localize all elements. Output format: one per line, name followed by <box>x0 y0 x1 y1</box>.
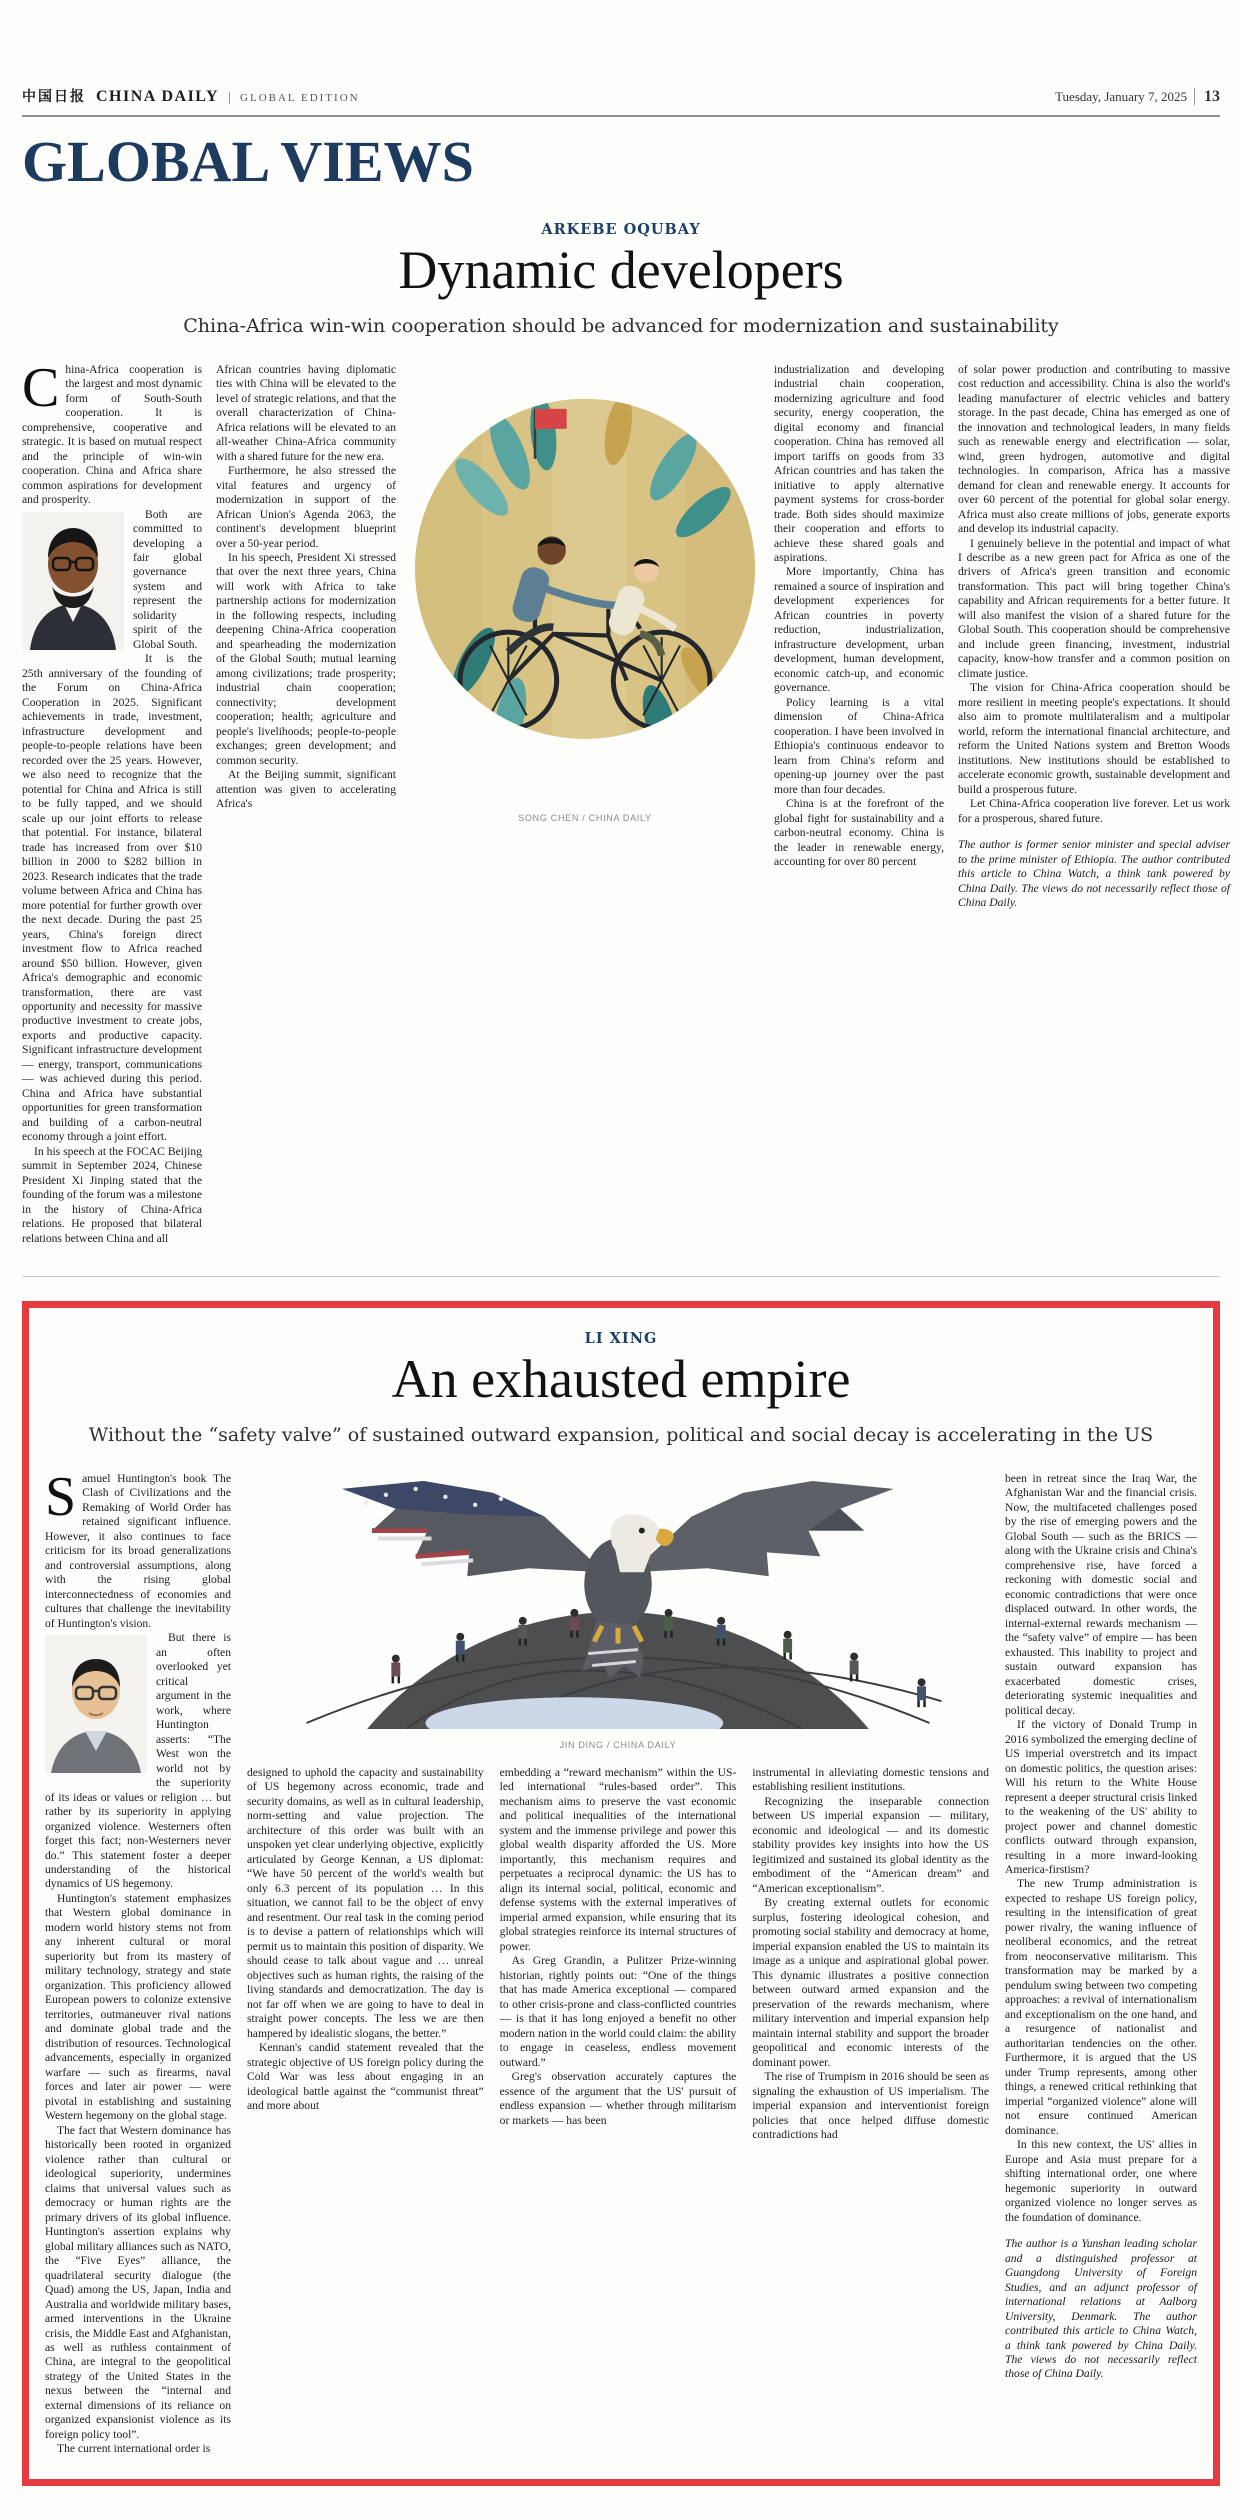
article1-headline: Dynamic developers <box>398 240 844 300</box>
paragraph: China-Africa cooperation is the largest and most dynamic form of South-South cooperation. It is comprehensive, cooperative and strategic. It is based on mutual respect and the principle of win-win cooperation. China and Africa share common aspirations for development and prosperity. <box>22 356 202 507</box>
paragraph: China is at the forefront of the global fight for sustainability and a carbon-neutral economy. China is the leader in renewable energy, accounting for over 80 percent <box>774 797 944 869</box>
article2-illustration-credit: JIN DING / CHINA DAILY <box>559 1739 677 1750</box>
article2-column-2 <box>247 1766 484 2143</box>
article2-column-5-text <box>1005 1472 1197 2225</box>
paragraph: instrumental in alleviating domestic tensions and establishing resilient institutions. <box>752 1765 989 1794</box>
article2-middle-columns <box>247 1766 989 2143</box>
article1-column-3 <box>774 363 944 1247</box>
article2-headline: An exhausted empire <box>391 1349 851 1410</box>
paragraph: Huntington's statement emphasizes that Western global dominance in modern world history stems not from any inherent cultural or moral superiority but from its mastery of military technology, strategy and state organization. This proficiency allowed European powers to colonize extensive territories, outmaneuver rival nations and dominate global trade and the distribution of resources. Technological advancements, especially in organized warfare — such as firearms, naval forces and later air power — were pivotal in establishing and sustaining Western hegemony on the global stage. <box>45 1891 231 2123</box>
paragraph: Samuel Huntington's book The Clash of Civilizations and the Remaking of World Order has retained significant influence. However, it also continues to face criticism for its broad generalizations and controversial assumptions, along with the rising global interconnectedness of economies and cultures that challenge the inevitability of Huntington's vision. <box>45 1465 231 1630</box>
article2-byline: LI XING <box>584 1330 658 1348</box>
article-dynamic-developers <box>0 221 1242 1246</box>
paragraph: The rise of Trumpism in 2016 should be seen as signaling the exhaustion of US imperialism. The imperial expansion and interventionist foreign policies that once helped diffuse domestic contradictions had <box>752 2070 989 2142</box>
article1-column-4-text <box>958 363 1230 827</box>
article-an-exhausted-empire <box>22 1301 1220 2486</box>
page-header <box>0 86 1242 106</box>
paragraph: In this new context, the US' allies in Europe and Asia must prepare for a shifting international order, one where hegemonic superiority in outward organized violence no longer serves as the foundation of dominance. <box>1005 2138 1197 2224</box>
paragraph: At the Beijing summit, significant attention was given to accelerating Africa's <box>216 768 396 811</box>
article2-column-4 <box>752 1766 989 2143</box>
paragraph: The fact that Western dominance has historically been rooted in organized violence rather than cultural or ideological superiority, undermines claims that universal values such as democracy or human rights are the primary drivers of its global influence. Huntington's assertion explains why global military alliances such as NATO, the “Five Eyes” alliance, the quadrilateral security dialogue (the Quad) among the US, Japan, India and Australia and worldwide military bases, armed interventions in the Ukraine crisis, the Middle East and Afghanistan, as well as ruthless containment of China, are integral to the geopolitical strategy of the United States in the nexus between the “internal and external dimensions of its reliance on organized expansionist violence as its foreign policy tool”. <box>45 2123 231 2441</box>
masthead-rule <box>22 115 1220 117</box>
paragraph: It is the 25th anniversary of the founding of the Forum on China-Africa Cooperation in 2025. Significant achievements in trade, investment, infrastructure development and people-to-people relations have been recorded over the 25 years. However, we also need to recognize that the potential for China and Africa is still to be fully tapped, and we should scale up our joint efforts to release that potential. For instance, bilateral trade has increased from over $10 billion in 2000 to $282 billion in 2023. Research indicates that the trade volume between Africa and China has more potential for further growth over the next decade. During the past 25 years, China's foreign direct investment flow to Africa reached around $50 billion. However, given Africa's demographic and economic transformation, there are vast opportunity and necessity for massive productive investment to create jobs, exports and productive capacity. Significant infrastructure development — energy, transport, communications — was achieved during this period. China and Africa have substantial opportunities for green transformation and building of a carbon-neutral economy through a joint effort. <box>22 652 202 1144</box>
paragraph: designed to uphold the capacity and sustainability of US hegemony across economic, trade and security domains, as well as in cultural leadership, norm-setting and value projection. The architecture of this order was built with an unspoken yet clear underlying objective, explicitly articulated by George Kennan, a US diplomat: “We have 50 percent of the world's wealth but only 6.3 percent of its population … In this situation, we cannot fail to be the object of envy and resentment. Our real task in the coming period is to devise a pattern of relationships which will permit us to maintain this position of disparity. We should cease to talk about vague and … unreal objectives such as human rights, the raising of the living standards and democratization. The day is not far off when we are going to have to deal in straight power concepts. The less we are then hampered by idealistic slogans, the better.” <box>247 1765 484 2040</box>
paragraph: African countries having diplomatic ties with China will be elevated to the level of strategic relations, and that the overall characterization of China-Africa relations will be elevated to an all-weather China-Africa community with a shared future for the new era. <box>216 362 396 463</box>
eagle <box>342 1481 894 1679</box>
paragraph: In his speech, President Xi stressed that over the next three years, China will work with Africa to take partnership actions for modernization in the following respects, including deepening China-Africa cooperation and spearheading the modernization of the Global South; mutual learning among civilizations; trade prosperity; industrial chain cooperation; connectivity; development cooperation; health; agriculture and people's livelihoods; people-to-people exchanges; green development; and common security. <box>216 550 396 767</box>
article1-body <box>0 356 1242 1247</box>
paragraph: been in retreat since the Iraq War, the Afghanistan War and the financial crisis. Now, the multifaceted challenges posed by the rise of emerging powers and the Global South — such as the BRICS — along with the Ukraine crisis and China's comprehensive rise, have forced a reckoning with domestic social and economic contradictions that were once displaced outward. In other words, the internal-external rewards mechanism — the “safety valve” of empire — has been exhausted. This inability to project and sustain outward expansion has exacerbated domestic crises, deteriorating systemic inequalities and political decay. <box>1005 1471 1197 1717</box>
article1-author-bio: The author is former senior minister and special adviser to the prime minister of Ethiopia. The author contributed this article to China Watch, a think tank powered by China Daily. The views do not necessarily reflect those of China Daily. <box>958 838 1230 910</box>
article2-subtitle: Without the “safety valve” of sustained outward expansion, political and social decay is accelerating in the US <box>88 1423 1154 1446</box>
issue-date: Tuesday, January 7, 2025 <box>1055 89 1187 104</box>
article2-illustration-figure <box>247 1472 989 1750</box>
paragraph: As Greg Grandin, a Pulitzer Prize-winning historian, rightly points out: “One of the things that has made America exceptional — compared to other crisis-prone and class-conflicted countries — is that it has long enjoyed a benefit no other modern nation in the world could claim: the ability to engage in ceaseless, endless movement outward.” <box>499 1954 737 2069</box>
paragraph: Let China-Africa cooperation live forever. Let us work for a prosperous, shared future. <box>958 797 1230 825</box>
paragraph: Kennan's candid statement revealed that the strategic objective of US foreign policy during the Cold War was less about engaging in an ideological battle against the “communist threat” and more about <box>247 2041 484 2113</box>
author-portrait-illustration <box>22 512 124 650</box>
china-daily-logo: CHINA DAILY <box>96 88 220 105</box>
page-number: 13 <box>1194 88 1220 105</box>
paragraph: I genuinely believe in the potential and impact of what I describe as a new green pact for Africa as one of the drivers of Africa's green transition and economic transformation. This pact will bring together China's capability and African requirements for a better future. It will also manifest the vision of a shared future for the Global South. This cooperation should be comprehensive and include green financing, investment, industrial capacity, know-how transfer and a common position on climate justice. <box>958 536 1230 680</box>
article2-body <box>45 1465 1197 2457</box>
paragraph: The vision for China-Africa cooperation should be more resilient in meeting people's expectations. It should also aim to promote multilateralism and a multipolar world, reform the international financial architecture, and reform the United Nations system and Bretton Woods institutions. New institutions should be established to accelerate economic growth, sustainable development and build a prosperous future. <box>958 681 1230 796</box>
paragraph: The current international order is <box>57 2442 211 2456</box>
article2-author-bio: The author is a Yunshan leading scholar and a distinguished professor at Guangdong University of Foreign Studies, and an adjunct professor of international relations at Aalborg University, Denmark. The author contributed this article to China Watch, a think tank powered by China Daily. The views do not necessarily reflect those of China Daily. <box>1005 2237 1197 2381</box>
author-portrait-illustration <box>45 1635 147 1773</box>
paragraph: Both are committed to developing a fair global governance system and represent the solidarity spirit of the Global South. <box>133 507 202 651</box>
article1-column-2 <box>216 363 396 1247</box>
paragraph: Furthermore, he also stressed the vital features and urgency of modernization in support of the African Union's Agenda 2063, the continent's development blueprint over a 50-year period. <box>216 464 396 550</box>
eagle-globe-illustration <box>247 1472 989 1730</box>
author-photo-arkebe-oqubay <box>22 512 124 650</box>
article2-column-3 <box>500 1766 737 2143</box>
article2-column-1 <box>45 1465 231 2457</box>
china-daily-chinese-logo: 中国日报 <box>22 90 86 105</box>
article-divider <box>22 1276 1220 1277</box>
tandem-bicycle-illustration <box>410 363 760 803</box>
section-title: GLOBAL VIEWS <box>22 129 474 194</box>
date-folio <box>1055 88 1220 106</box>
paragraph: embedding a “reward mechanism” within the US-led international “rules-based order”. This mechanism aims to preserve the vast economic and political inequalities of the international system and the immense privilege and power this global wealth disparity afforded the US. More importantly, this mechanism requires and perpetuates a reciprocal dynamic: the US has to align its internal social, political, economic and defense systems with the external imperatives of imperial armed expansion, while ensuring that its global strategies reinforce its internal structures of power. <box>499 1765 737 1953</box>
article1-byline: ARKEBE OQUBAY <box>541 221 701 238</box>
paragraph: In his speech at the FOCAC Beijing summit in September 2024, Chinese President Xi Jinping stated that the founding of the forum was a milestone in the history of China-Africa relations. He proposed that bilateral relations between China and all <box>22 1144 202 1245</box>
article1-column-4 <box>958 363 1230 1247</box>
paragraph: If the victory of Donald Trump in 2016 symbolized the emerging decline of US imperial overstretch and its impact on domestic politics, the question arises: Will his return to the White House represent a deeper structural crisis linked to the weakening of the US' ability to project power and channel domestic conflicts outward through expansion, resulting in a more inward-looking America-firstism? <box>1005 1718 1197 1876</box>
paragraph: of solar power production and contributing to massive cost reduction and accessibility. China is also the world's leading manufacturer of electric vehicles and battery storage. In the past decade, China has emerged as one of the innovation and technological leaders, in many fields such as renewable energy and electrification — solar, wind, green hydrogen, automotive and digital technologies. In comparison, Africa has a massive demand for clean and renewable energy. It accounts for over 60 percent of the potential for global solar energy. Africa must also create millions of jobs, generate exports and develop its industrial capacity. <box>958 362 1230 536</box>
article2-column-5 <box>1005 1472 1197 2457</box>
paragraph: Policy learning is a vital dimension of China-Africa cooperation. I have been involved in Ethiopia's continuous endeavor to learn from China's reform and opening-up journey over the past more than four decades. <box>774 695 944 796</box>
article1-subtitle: China-Africa win-win cooperation should be advanced for modernization and sustainability <box>183 314 1059 337</box>
article2-middle <box>247 1472 989 2457</box>
paragraph: The new Trump administration is expected to reshape US foreign policy, resulting in the intensification of great power rivalry, the waning influence of neoliberal economics, and the retreat from neoconservative militarism. This transformation may be marked by a pendulum swing between two competing approaches: a revival of internationalism and exceptionalism on the one hand, and a resurgence of nationalist and authoritarian tendencies on the other. Furthermore, it is argued that the US under Trump represents, among other things, a renewed critical rethinking that imperial “organized violence” alone will not ensure continued American dominance. <box>1005 1877 1197 2137</box>
article1-column-1 <box>22 356 202 1247</box>
paragraph: Greg's observation accurately captures the essence of the argument that the US' pursuit of endless expansion — whether through militarism or markets — has been <box>499 2070 737 2127</box>
author-photo-li-xing <box>45 1635 147 1773</box>
paragraph: But there is an often overlooked yet critical argument in the work, where Huntington asserts: “The West won the world not by the superiority of its ideas or values or religion … but rather by its superiority in applying organized violence. Westerners often forget this fact; non-Westerners never do.” This statement foster a deeper understanding of the historical dynamics of US hegemony. <box>45 1631 231 1891</box>
paragraph: More importantly, China has remained a source of inspiration and development experiences for African countries in poverty reduction, industrialization, infrastructure development, urban development, human development, economic catch-up, and economic governance. <box>774 565 944 695</box>
article1-illustration-credit: SONG CHEN / CHINA DAILY <box>518 812 652 823</box>
masthead <box>22 86 360 106</box>
article1-illustration-figure <box>410 363 760 1247</box>
edition-label: GLOBAL EDITION <box>229 92 360 104</box>
paragraph: By creating external outlets for economic surplus, fostering ideological cohesion, and promoting social stability and democracy at home, imperial expansion enabled the US to maintain its image as a unique and aspirational global power. This dynamic illustrates a positive connection between outward armed expansion and the preservation of the rewards mechanism, where military intervention and imperial expansion help maintain internal stability and support the broader geopolitical and economic interests of the dominant power. <box>752 1896 989 2069</box>
paragraph: industrialization and developing industrial chain cooperation, modernizing agriculture and food security, energy cooperation, the digital economy and financial cooperation. China has removed all import tariffs on goods from 33 African countries and has taken the initiative to apply alternative payment systems for cross-border trade. Both sides should maximize their cooperation and efforts to achieve these shared goals and aspirations. <box>774 362 944 564</box>
paragraph: Recognizing the inseparable connection between US imperial expansion — military, economic and ideological — and its domestic stability provides key insights into how the US legitimized and sustained its global identity as the embodiment of the “American dream” and “American exceptionalism”. <box>752 1794 989 1895</box>
